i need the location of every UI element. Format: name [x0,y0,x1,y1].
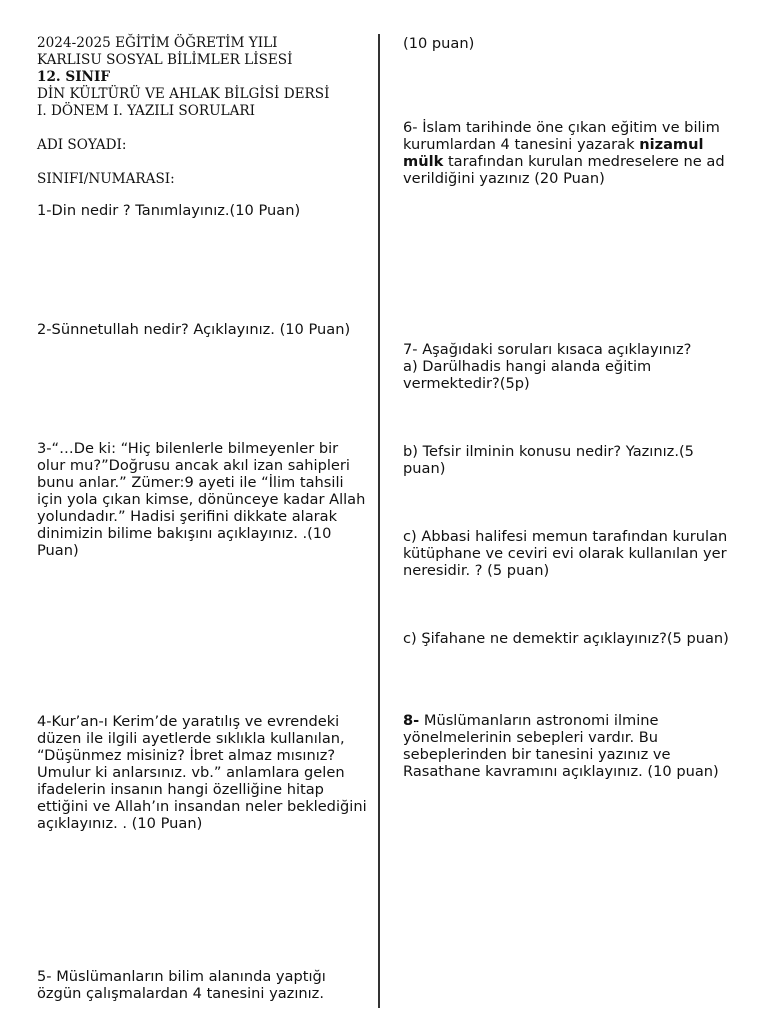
question-7a: a) Darülhadis hangi alanda eğitim vermektedir?(5p) [403,358,652,392]
question-4: 4-Kur’an-ı Kerim’de yaratılış ve evrendeki düzen ile ilgili ayetlerde sıklıkla kullanılan, “Düşünmez misiniz? İbret almaz mısınız? Umulur ki anlarsınız. vb.” anlamlara gelen ifadelerin insanın hangi özelliğine hitap ettiğini ve Allah’ın insandan neler beklediğini açıklayınız. . (10 Puan) [37,713,367,832]
course-name: DİN KÜLTÜRÜ VE AHLAK BİLGİSİ DERSİ [37,86,330,102]
question-6-text-a: 6- İslam tarihinde öne çıkan eğitim ve bilim kurumlardan 4 tanesini yazarak [403,119,720,153]
student-class-label: SINIFI/NUMARASI: [37,171,175,187]
school-name: KARLISU SOSYAL BİLİMLER LİSESİ [37,52,293,68]
question-7c: c) Abbasi halifesi memun tarafından kurulan kütüphane ve ceviri evi olarak kullanılan yer neresidir. ? (5 puan) [403,528,728,579]
question-1: 1-Din nedir ? Tanımlayınız.(10 Puan) [37,202,301,219]
student-name-label: ADI SOYADI: [37,137,127,153]
exam-header [37,35,367,188]
question-7: 7- Aşağıdaki soruları kısaca açıklayınız? [403,341,692,358]
question-2: 2-Sünnetullah nedir? Açıklayınız. (10 Puan) [37,321,351,338]
question-5-points: (10 puan) [403,35,475,52]
question-7d: c) Şifahane ne demektir açıklayınız?(5 puan) [403,630,729,647]
question-7b: b) Tefsir ilminin konusu nedir? Yazınız.(5 puan) [403,443,694,477]
exam-title: I. DÖNEM I. YAZILI SORULARI [37,103,255,119]
question-6 [403,119,733,187]
question-8 [403,712,733,780]
question-3: 3-“…De ki: “Hiç bilenlerle bilmeyenler bir olur mu?”Doğrusu ancak akıl izan sahipleri bunu anlar.” Zümer:9 ayeti ile “İlim tahsili için yola çıkan kimse, dönünceye kadar Allah yolundadır.” Hadisi şerifini dikkate alarak dinimizin bilime bakışını açıklayınız. .(10 Puan) [37,440,366,559]
column-divider [378,34,380,1008]
question-8-text: Müslümanların astronomi ilmine yönelmelerinin sebepleri vardır. Bu sebeplerinden bir tanesini yazınız ve Rasathane kavramını açıklayınız. (10 puan) [403,712,719,780]
question-6-bold: nizamul mülk [403,136,704,170]
school-year: 2024-2025 EĞİTİM ÖĞRETİM YILI [37,35,278,51]
question-8-number: 8- [403,712,420,729]
question-5: 5- Müslümanların bilim alanında yaptığı özgün çalışmalardan 4 tanesini yazınız. [37,968,326,1002]
question-6-text-b: tarafından kurulan medreselere ne ad verildiğini yazınız (20 Puan) [403,153,725,187]
grade-label: 12. SINIF [37,69,110,85]
